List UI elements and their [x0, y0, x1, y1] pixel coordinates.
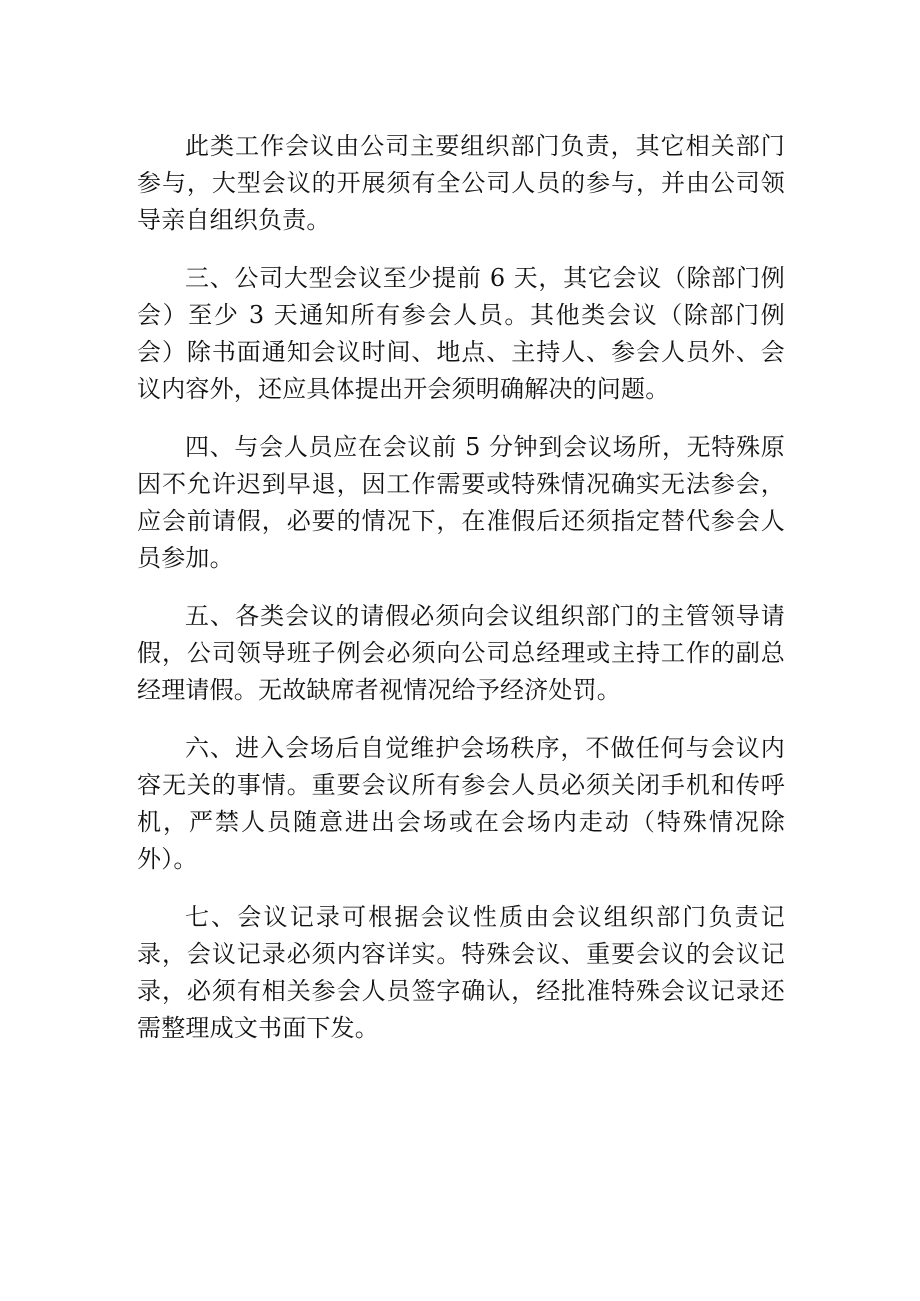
paragraph-item-6: 六、进入会场后自觉维护会场秩序，不做任何与会议内容无关的事情。重要会议所有参会人员必须关闭手机和传呼机，严禁人员随意进出会场或在会场内走动（特殊情况除外）。: [137, 734, 785, 873]
paragraph-item-7: 七、会议记录可根据会议性质由会议组织部门负责记录，会议记录必须内容详实。特殊会议、重要会议的会议记录，必须有相关参会人员签字确认，经批准特殊会议记录还需整理成文书面下发。: [137, 903, 785, 1042]
paragraph-item-5: 五、各类会议的请假必须向会议组织部门的主管领导请假，公司领导班子例会必须向公司总经理或主持工作的副总经理请假。无故缺席者视情况给予经济处罚。: [137, 602, 785, 704]
paragraph-item-3: 三、公司大型会议至少提前 6 天，其它会议（除部门例会）至少 3 天通知所有参会人员。其他类会议（除部门例会）除书面通知会议时间、地点、主持人、参会人员外、会议内容外，还应具体提出开会须明确解决的问题。: [137, 264, 785, 403]
paragraph-intro: 此类工作会议由公司主要组织部门负责，其它相关部门参与，大型会议的开展须有全公司人员的参与，并由公司领导亲自组织负责。: [137, 132, 785, 234]
document-body: [137, 128, 785, 1068]
paragraph-item-4: 四、与会人员应在会议前 5 分钟到会议场所，无特殊原因不允许迟到早退，因工作需要或特殊情况确实无法参会，应会前请假，必要的情况下，在准假后还须指定替代参会人员参加。: [137, 433, 785, 572]
